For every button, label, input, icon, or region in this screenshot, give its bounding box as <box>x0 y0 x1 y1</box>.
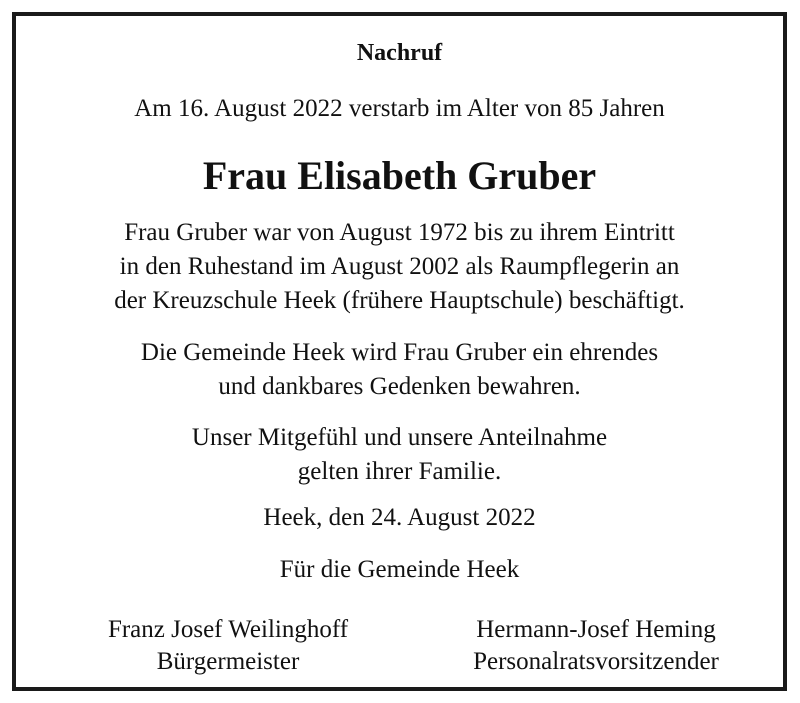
notice-heading: Nachruf <box>356 40 443 66</box>
condolence-paragraph <box>16 421 783 489</box>
obituary-notice <box>12 12 787 691</box>
on-behalf-line: Für die Gemeinde Heek <box>279 556 520 583</box>
signatory-name: Franz Josef Weilinghoff <box>107 616 349 643</box>
career-line: in den Ruhestand im August 2002 als Raumpflegerin an <box>119 253 680 280</box>
remembrance-line: und dankbares Gedenken bewahren. <box>218 373 581 400</box>
career-paragraph <box>16 216 783 318</box>
signatory-staff-council <box>436 614 756 678</box>
place-and-date: Heek, den 24. August 2022 <box>263 504 536 531</box>
signatory-name: Hermann-Josef Heming <box>476 616 716 643</box>
signatory-mayor <box>68 614 388 678</box>
deceased-name: Frau Elisabeth Gruber <box>202 153 597 198</box>
condolence-line: gelten ihrer Familie. <box>297 458 502 485</box>
condolence-line: Unser Mitgefühl und unsere Anteilnahme <box>191 424 608 451</box>
signatory-role: Bürgermeister <box>156 648 300 675</box>
signatory-role: Personalratsvorsitzender <box>473 648 719 675</box>
remembrance-paragraph <box>16 336 783 404</box>
remembrance-line: Die Gemeinde Heek wird Frau Gruber ein ehrendes <box>140 339 659 366</box>
career-line: Frau Gruber war von August 1972 bis zu ihrem Eintritt <box>124 219 675 246</box>
career-line: der Kreuzschule Heek (frühere Hauptschule) beschäftigt. <box>114 287 685 314</box>
death-announcement: Am 16. August 2022 verstarb im Alter von 85 Jahren <box>134 95 665 122</box>
